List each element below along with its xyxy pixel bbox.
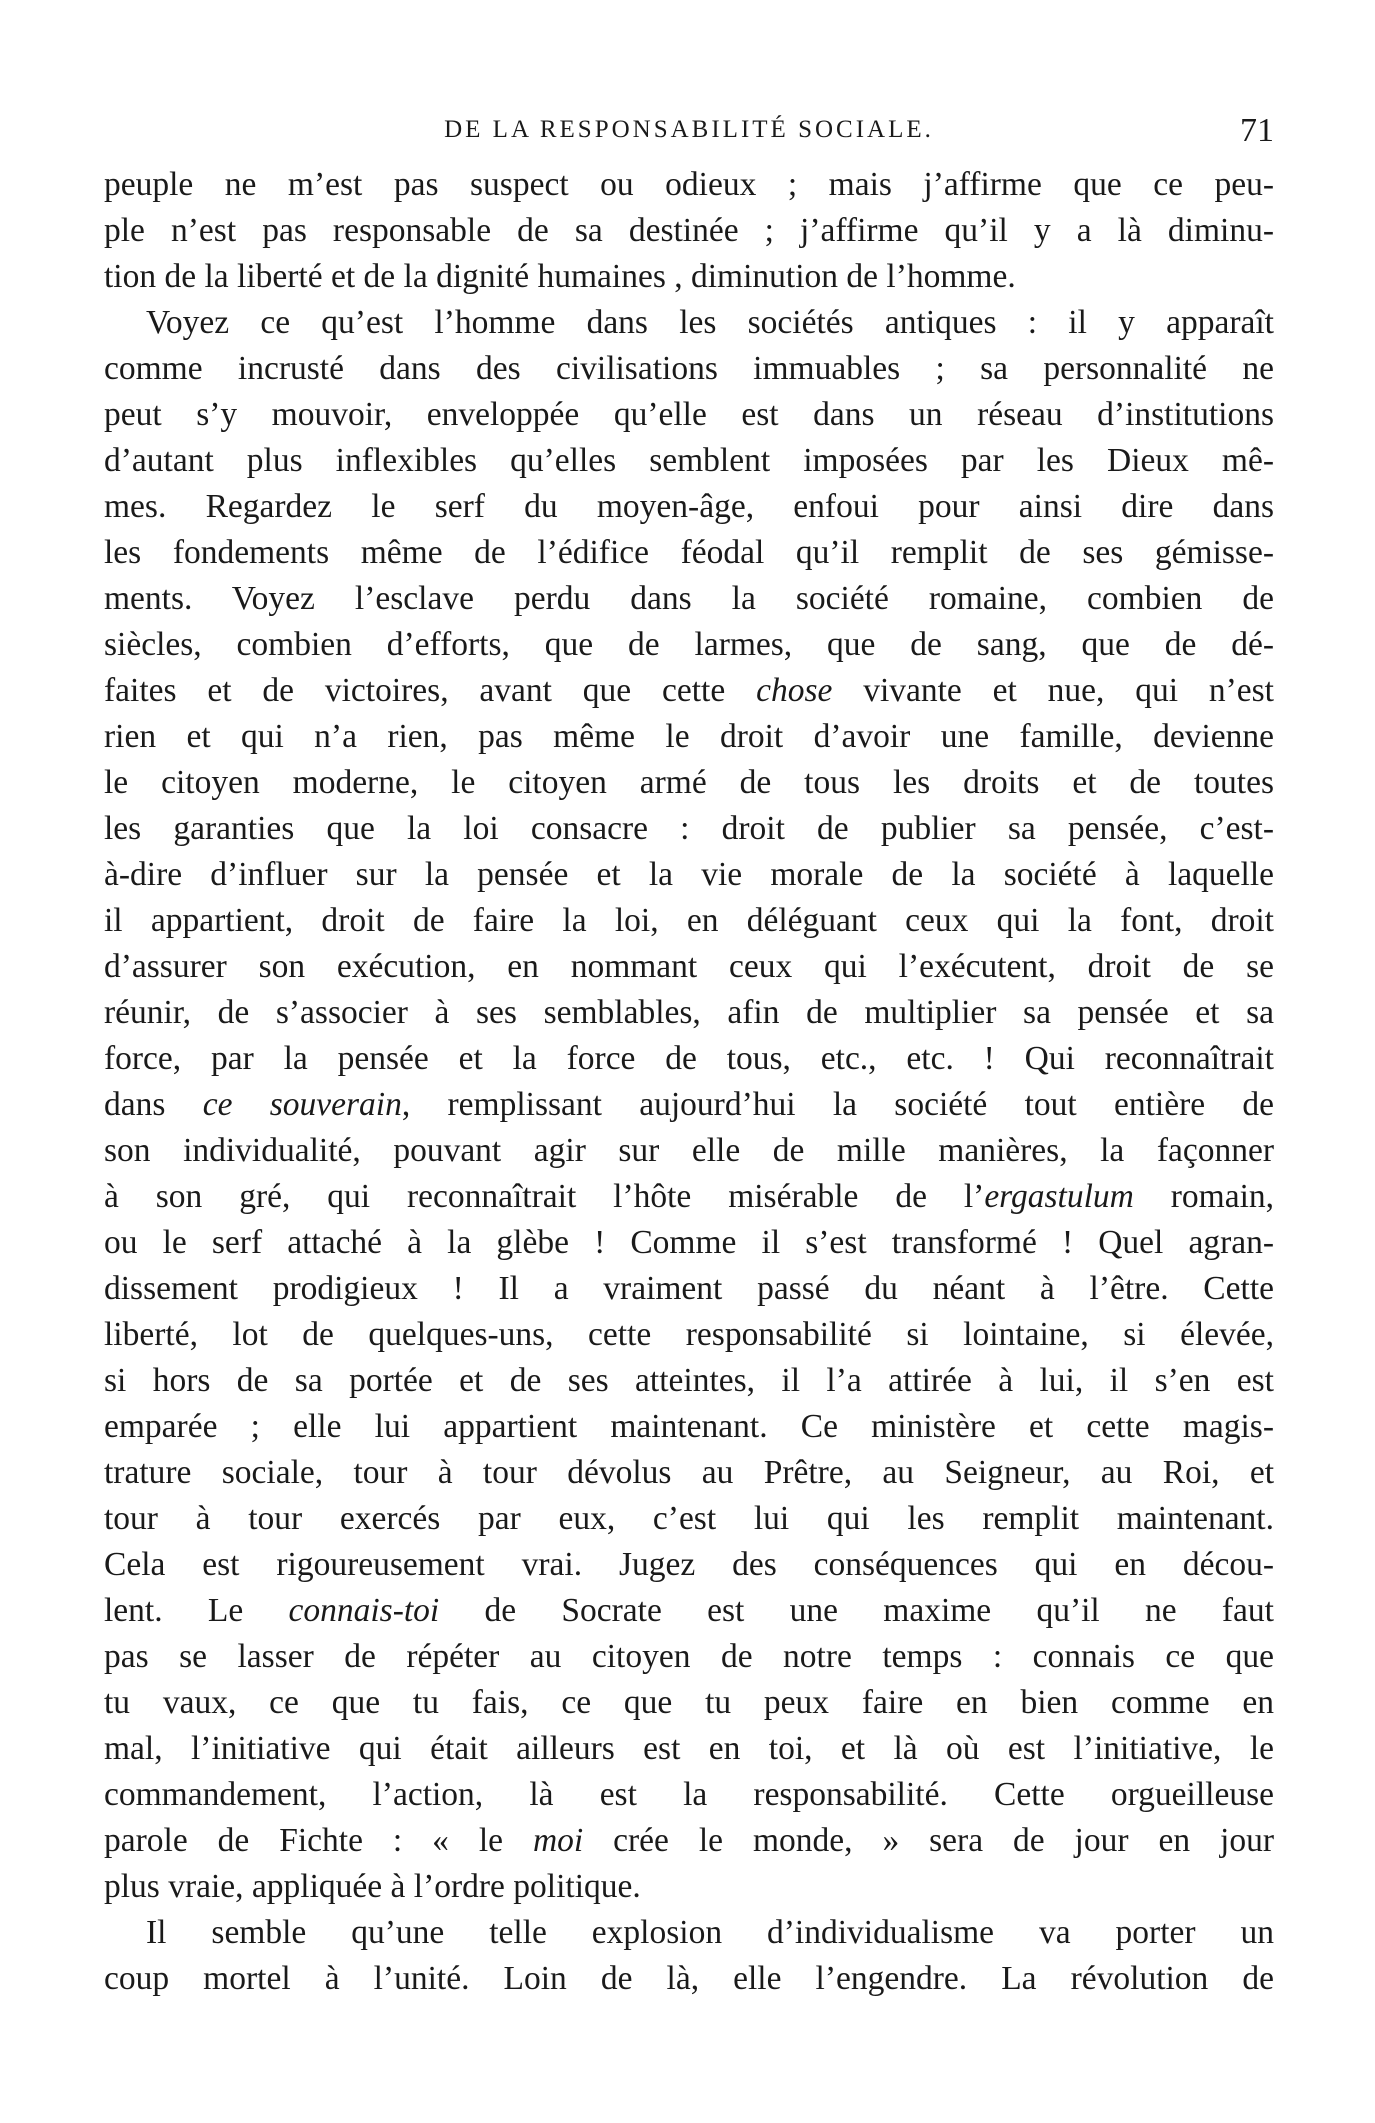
text-line: Cela est rigoureusement vrai. Jugez des conséquences qui en décou- <box>104 1546 1274 1583</box>
text-line: commandement, l’action, là est la responsabilité. Cette orgueilleuse <box>104 1776 1274 1813</box>
text-line: Il semble qu’une telle explosion d’individualisme va porter un <box>146 1914 1274 1951</box>
text-line: pas se lasser de répéter au citoyen de notre temps : connais ce que <box>104 1638 1274 1675</box>
text-line: Voyez ce qu’est l’homme dans les sociétés antiques : il y apparaît <box>146 304 1274 341</box>
italic-word: ce souverain <box>202 1086 402 1123</box>
page-number: 71 <box>1240 112 1274 149</box>
text-line: il appartient, droit de faire la loi, en déléguant ceux qui la font, droit <box>104 902 1274 939</box>
text-line: si hors de sa portée et de ses atteintes, il l’a attirée à lui, il s’en est <box>104 1362 1274 1399</box>
running-head <box>104 112 1274 152</box>
text-line: à-dire d’influer sur la pensée et la vie morale de la société à laquelle <box>104 856 1274 893</box>
text-line: les fondements même de l’édifice féodal qu’il remplit de ses gémisse- <box>104 534 1274 571</box>
running-title: DE LA RESPONSABILITÉ SOCIALE. <box>444 116 934 143</box>
text-line: siècles, combien d’efforts, que de larmes, que de sang, que de dé- <box>104 626 1274 663</box>
text-line: tour à tour exercés par eux, c’est lui qui les remplit maintenant. <box>104 1500 1274 1537</box>
text-line: lent. Le connais-toi de Socrate est une maxime qu’il ne faut <box>104 1592 1274 1629</box>
text-line: tu vaux, ce que tu fais, ce que tu peux faire en bien comme en <box>104 1684 1274 1721</box>
italic-word: moi <box>532 1822 584 1859</box>
text-line: emparée ; elle lui appartient maintenant. Ce ministère et cette magis- <box>104 1408 1274 1445</box>
text-line: dissement prodigieux ! Il a vraiment passé du néant à l’être. Cette <box>104 1270 1274 1307</box>
text-line: liberté, lot de quelques-uns, cette responsabilité si lointaine, si élevée, <box>104 1316 1274 1353</box>
italic-word: ergastulum <box>984 1178 1134 1215</box>
text-line: comme incrusté dans des civilisations immuables ; sa personnalité ne <box>104 350 1274 387</box>
text-line: d’assurer son exécution, en nommant ceux qui l’exécutent, droit de se <box>104 948 1274 985</box>
text-line: mes. Regardez le serf du moyen-âge, enfoui pour ainsi dire dans <box>104 488 1274 525</box>
text-line: d’autant plus inflexibles qu’elles semblent imposées par les Dieux mê- <box>104 442 1274 479</box>
text-line: ou le serf attaché à la glèbe ! Comme il s’est transformé ! Quel agran- <box>104 1224 1274 1261</box>
italic-word: chose <box>756 672 833 709</box>
text-line: parole de Fichte : « le moi crée le monde, » sera de jour en jour <box>104 1822 1274 1859</box>
text-line: peut s’y mouvoir, enveloppée qu’elle est dans un réseau d’institutions <box>104 396 1274 433</box>
text-line: ments. Voyez l’esclave perdu dans la société romaine, combien de <box>104 580 1274 617</box>
text-line: force, par la pensée et la force de tous, etc., etc. ! Qui reconnaîtrait <box>104 1040 1274 1077</box>
text-line: le citoyen moderne, le citoyen armé de tous les droits et de toutes <box>104 764 1274 801</box>
text-line: les garanties que la loi consacre : droit de publier sa pensée, c’est- <box>104 810 1274 847</box>
text-line: à son gré, qui reconnaîtrait l’hôte misérable de l’ergastulum romain, <box>104 1178 1274 1215</box>
text-line: mal, l’initiative qui était ailleurs est en toi, et là où est l’initiative, le <box>104 1730 1274 1767</box>
text-line: tion de la liberté et de la dignité humaines , diminution de l’homme. <box>104 258 1016 295</box>
text-line: faites et de victoires, avant que cette chose vivante et nue, qui n’est <box>104 672 1274 709</box>
text-line: peuple ne m’est pas suspect ou odieux ; mais j’affirme que ce peu- <box>104 166 1274 203</box>
body-text <box>104 162 1274 2002</box>
text-line: réunir, de s’associer à ses semblables, afin de multiplier sa pensée et sa <box>104 994 1274 1031</box>
text-line: son individualité, pouvant agir sur elle de mille manières, la façonner <box>104 1132 1274 1169</box>
text-line: plus vraie, appliquée à l’ordre politique. <box>104 1868 641 1905</box>
text-line: coup mortel à l’unité. Loin de là, elle l’engendre. La révolution de <box>104 1960 1274 1997</box>
text-line: dans ce souverain, remplissant aujourd’hui la société tout entière de <box>104 1086 1274 1123</box>
text-line: ple n’est pas responsable de sa destinée ; j’affirme qu’il y a là diminu- <box>104 212 1274 249</box>
text-line: rien et qui n’a rien, pas même le droit d’avoir une famille, devienne <box>104 718 1274 755</box>
text-line: trature sociale, tour à tour dévolus au Prêtre, au Seigneur, au Roi, et <box>104 1454 1274 1491</box>
italic-word: connais-toi <box>288 1592 440 1629</box>
